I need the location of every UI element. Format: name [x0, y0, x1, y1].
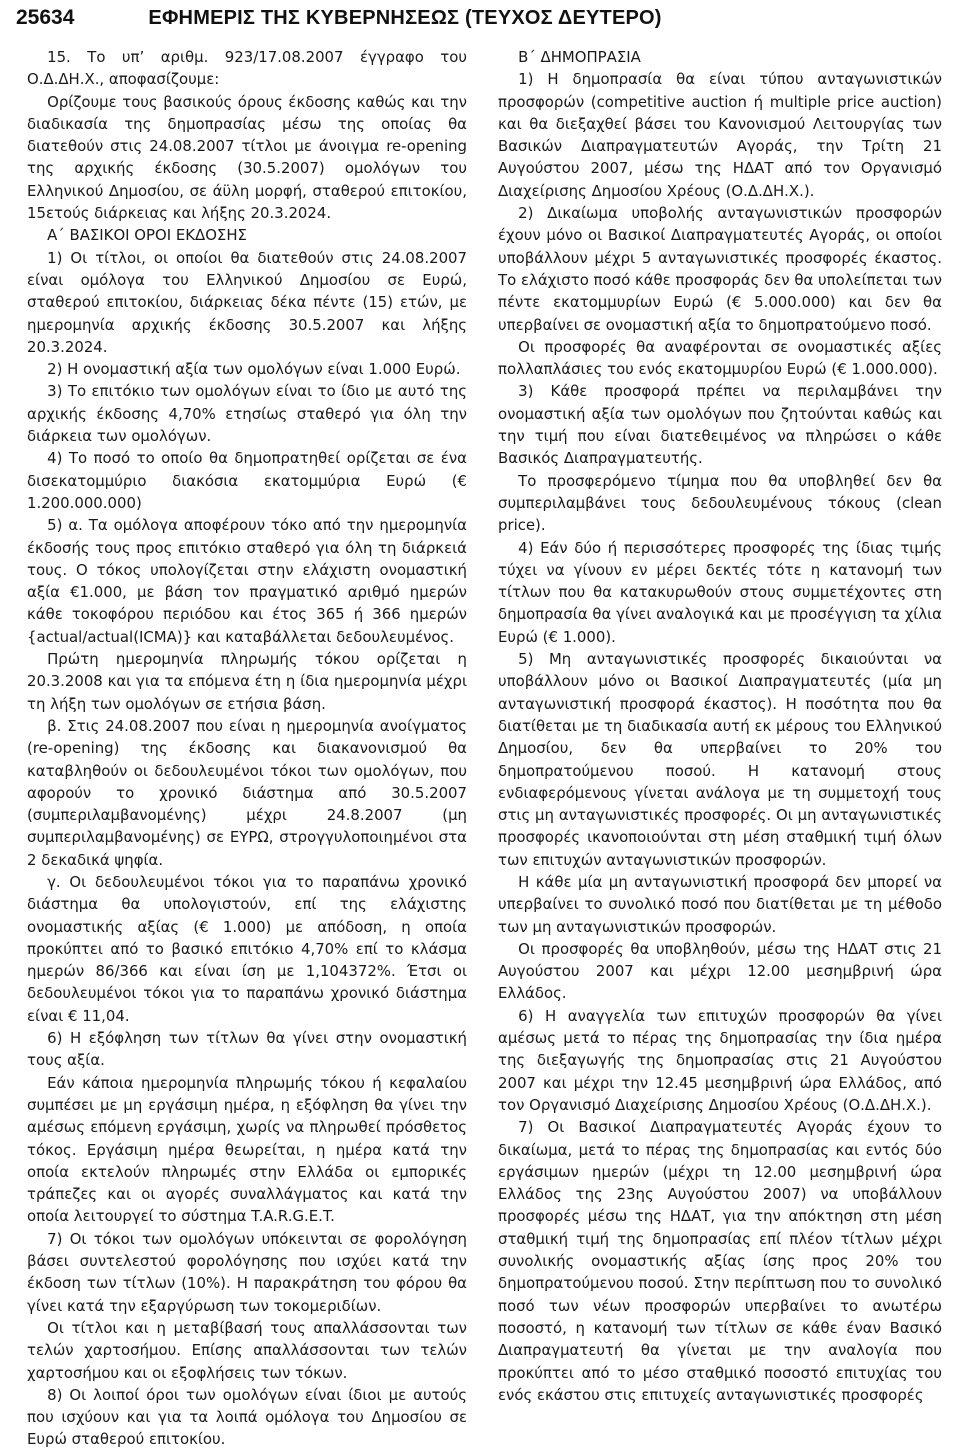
paragraph-auction-6: 6) Η αναγγελία των επιτυχών προσφορών θα γίνει αμέσως μετά το πέρας της δημοπρασίας την ίδια ημέρα της διεξαγωγής της δημοπρασίας στις 21 Αυγούστου 2007 και μέχρι την 12.45 μεσημβρινή ώρα Ελλάδος, από τον Οργανισμό Διαχείρισης Δημοσίου Χρέους (Ο.Δ.ΔΗ.Χ.). — [498, 1006, 942, 1114]
paragraph-term-2: 2) Η ονομαστική αξία των ομολόγων είναι 1.000 Ευρώ. — [47, 360, 461, 379]
paragraph-stamp-duty: Οι τίτλοι και η μεταβίβασή τους απαλλάσσονται των τελών χαρτοσήμου. Επίσης απαλλάσσονται των τελών χαρτοσήμου και οι εξοφλήσεις των τόκων. — [27, 1318, 467, 1382]
paragraph-clean-price: Το προσφερόμενο τίμημα που θα υποβληθεί δεν θα συμπεριλαμβάνει τους δεδουλευμένους τόκους (clean price). — [498, 471, 942, 535]
paragraph-term-7: 7) Οι τόκοι των ομολόγων υπόκεινται σε φορολόγηση βάσει συντελεστού φορολόγησης που ισχύει κατά την έκδοση των τίτλων (10%). Η παρακράτηση του φόρου θα γίνει κατά την εξαργύρωση των τοκομεριδίων. — [27, 1229, 467, 1315]
section-heading-auction: Β΄ ΔΗΜΟΠΡΑΣΙΑ — [518, 48, 641, 66]
paragraph-term-1: 1) Οι τίτλοι, οι οποίοι θα διατεθούν στις 24.08.2007 είναι ομόλογα του Ελληνικού Δημοσίου σε Ευρώ, σταθερού επιτοκίου, διάρκειας δέκα πέντε (15) ετών, με ημερομηνία αρχικής έκδοσης 30.5.2007 και λήξης 20.3.2024. — [27, 248, 467, 356]
paragraph-term-5a: 5) α. Τα ομόλογα αποφέρουν τόκο από την ημερομηνία έκδοσής τους προς επιτόκιο σταθερό για όλη τη διάρκειά τους. Ο τόκος υπολογίζεται στην ελάχιστη ονομαστική αξία €1.000, με βάση τον πραγματικό αριθμό ημερών κάθε τοκοφόρου περιόδου και έτος 365 ή 366 ημερών {actual/actual(ICMA)} και καταβάλλεται δεδουλευμένος. — [27, 516, 467, 646]
paragraph-non-competitive-limit: Η κάθε μία μη ανταγωνιστική προσφορά δεν μπορεί να υπερβαίνει το συνολικό ποσό που διατίθεται με τη μέθοδο των μη ανταγωνιστικών προσφορών. — [498, 872, 942, 936]
paragraph-auction-1: 1) Η δημοπρασία θα είναι τύπου ανταγωνιστικών προσφορών (competitive auction ή multiple price auction) και θα διεξαχθεί βάσει του Κανονισμού Λειτουργίας των Βασικών Διαπραγματευτών Αγοράς, την Τρίτη 21 Αυγούστου 2007, μέσω της ΗΔΑΤ από τον Οργανισμό Διαχείρισης Δημοσίου Χρέους (Ο.Δ.ΔΗ.Χ.). — [498, 70, 942, 200]
page-header — [16, 6, 944, 34]
page-number: 25634 — [16, 6, 75, 29]
paragraph-first-payment: Πρώτη ημερομηνία πληρωμής τόκου ορίζεται η 20.3.2008 και για τα επόμενα έτη η ίδια ημερομηνία μέχρι τη λήξη των ομολόγων σε ετήσια βάση. — [27, 650, 467, 713]
paragraph-auction-4: 4) Εάν δύο ή περισσότερες προσφορές της ίδιας τιμής τύχει να γίνουν εν μέρει δεκτές τότε η κατανομή των τίτλων που θα κατακυρωθούν στους συμμετέχοντες στη δημοπρασία θα γίνει αναλογικά και με προσέγγιση τα χίλια Ευρώ (€ 1.000). — [498, 538, 942, 646]
right-column — [498, 46, 942, 1406]
paragraph-auction-7: 7) Οι Βασικοί Διαπραγματευτές Αγοράς έχουν το δικαίωμα, μετά το πέρας της δημοπρασίας και εντός δύο εργάσιμων ημερών (μέχρι τη 12.00 μεσημβρινή ώρα Ελλάδος της 23ης Αυγούστου 2007) να υποβάλλουν προσφορές μέσω της ΗΔΑΤ, για την απόκτηση στη μέση σταθμική τιμή της δημοπρασίας επί πλέον τίτλων μέχρι συνολικής ονομαστικής αξίας ίσης προς 20% του δημοπρατούμενου ποσού. Στην περίπτωση που το συνολικό ποσό των νέων προσφορών υπερβαίνει το ανωτέρω ποσοστό, η κατανομή των τίτλων σε κάθε έναν Βασικό Διαπραγματευτή θα γίνεται με την αναλογία που προκύπτει από το μέσο σταθμικό ποσοστό επιτυχίας του ενός εκάστου στις επιτυχείς ανταγωνιστικές προσφορές — [498, 1118, 942, 1404]
paragraph-auction-5: 5) Μη ανταγωνιστικές προσφορές δικαιούνται να υποβάλλουν μόνο οι Βασικοί Διαπραγματευτές (μία μη ανταγωνιστική προσφορά έκαστος). Η ποσότητα που θα διατίθεται με τη διαδικασία αυτή εκ μέρους του Ελληνικού Δημοσίου, δεν θα υπερβαίνει το 20% του δημοπρατούμενου ποσού. Η κατανομή στους ενδιαφερόμενους γίνεται ανάλογα με τη συμμετοχή τους στις μη ανταγωνιστικές προσφορές. Οι μη ανταγωνιστικές προσφορές ικανοποιούνται στη μέση σταθμική τιμή όλων των επιτυχών ανταγωνιστικών προσφορών. — [498, 650, 942, 869]
left-column — [27, 46, 467, 1451]
paragraph-term-3: 3) Το επιτόκιο των ομολόγων είναι το ίδιο με αυτό της αρχικής έκδοσης 4,70% ετησίως σταθερό για όλη την διάρκεια των ομολόγων. — [27, 382, 467, 446]
section-heading-basic-terms: Α΄ ΒΑΣΙΚΟΙ ΟΡΟΙ ΕΚΔΟΣΗΣ — [47, 226, 247, 245]
paragraph-term-8: 8) Οι λοιποί όροι των ομολόγων είναι ίδιοι με αυτούς που ισχύουν και για τα λοιπά ομόλογα του Δημοσίου σε Ευρώ σταθερού επιτοκίου. — [27, 1385, 467, 1449]
paragraph-reference: 15. Το υπ’ αριθμ. 923/17.08.2007 έγγραφο του Ο.Δ.ΔΗ.Χ., αποφασίζουμε: — [27, 48, 467, 89]
paragraph-decision: Ορίζουμε τους βασικούς όρους έκδοσης καθώς και την διαδικασία της δημοπρασίας μέσω της οποίας θα διατεθούν στις 24.08.2007 τίτλοι με άνοιγμα re-opening της αρχικής έκδοσης (30.5.2007) ομολόγων του Ελληνικού Δημοσίου, σε άϋλη μορφή, σταθερού επιτοκίου, 15ετούς διάρκειας και λήξης 20.3.2024. — [27, 92, 467, 223]
paragraph-auction-2: 2) Δικαίωμα υποβολής ανταγωνιστικών προσφορών έχουν μόνο οι Βασικοί Διαπραγματευτές Αγοράς, οι οποίοι υποβάλλουν μέχρι 5 ανταγωνιστικές προσφορές έκαστος. Το ελάχιστο ποσό κάθε προσφοράς δεν θα υπολείπεται των πέντε εκατομμυρίων Ευρώ (€ 5.000.000) και δεν θα υπερβαίνει σε ονομαστική αξία το δημοπρατούμενο ποσό. — [498, 204, 942, 334]
paragraph-term-5c: γ. Οι δεδουλευμένοι τόκοι για το παραπάνω χρονικό διάστημα θα υπολογιστούν, επί της ελάχιστης ονομαστικής αξίας (€ 1.000) με απόδοση, η οποία προκύπτει από το βασικό επιτόκιο 4,70% επί το κλάσμα ημερών 86/366 και είναι ίση με 1,104372%. Έτσι οι δεδουλευμένοι τόκοι για το παραπάνω χρονικό διάστημα είναι € 11,04. — [27, 872, 467, 1025]
paragraph-submission-time: Οι προσφορές θα υποβληθούν, μέσω της ΗΔΑΤ στις 21 Αυγούστου 2007 και μέχρι 12.00 μεσημβρινή ώρα Ελλάδος. — [498, 939, 942, 1003]
paragraph-business-day: Εάν κάποια ημερομηνία πληρωμής τόκου ή κεφαλαίου συμπέσει με μη εργάσιμη ημέρα, η εξόφληση θα γίνει την αμέσως επόμενη εργάσιμη, χωρίς να πληρωθεί πρόσθετος τόκος. Εργάσιμη ημέρα θεωρείται, η ημέρα κατά την οποία εκτελούν πληρωμές στην Ελλάδα οι εμπορικές τράπεζες και οι αγορές συναλλάγματος και κατά την οποία λειτουργεί το σύστημα T.A.R.G.E.T. — [27, 1073, 467, 1226]
paragraph-nominal-multiples: Οι προσφορές θα αναφέρονται σε ονομαστικές αξίες πολλαπλάσιες του ενός εκατομμυρίου Ευρώ (€ 1.000.000). — [498, 337, 942, 379]
paragraph-term-4: 4) Το ποσό το οποίο θα δημοπρατηθεί ορίζεται σε ένα δισεκατομμύριο διακόσια εκατομμύρια Ευρώ (€ 1.200.000.000) — [27, 449, 467, 512]
paragraph-term-6: 6) Η εξόφληση των τίτλων θα γίνει στην ονομαστική τους αξία. — [27, 1029, 467, 1070]
journal-title: ΕΦΗΜΕΡΙΣ ΤΗΣ ΚΥΒΕΡΝΗΣΕΩΣ (ΤΕΥΧΟΣ ΔΕΥΤΕΡΟ) — [148, 7, 662, 29]
paragraph-term-5b: β. Στις 24.08.2007 που είναι η ημερομηνία ανοίγματος (re-opening) της έκδοσης και διακανονισμού θα καταβληθούν οι δεδουλευμένοι τόκοι των ομολόγων, που αφορούν το χρονικό διάστημα από 30.5.2007 (συμπεριλαμβανομένης) μέχρι 24.8.2007 (μη συμπεριλαμβανομένης) σε ΕΥΡΩ, στρογγυλοποιημένοι στα 2 δεκαδικά ψηφία. — [27, 716, 467, 869]
paragraph-auction-3: 3) Κάθε προσφορά πρέπει να περιλαμβάνει την ονομαστική αξία των ομολόγων που ζητούνται καθώς και την τιμή που είναι διατεθειμένος να πληρώσει ο κάθε Βασικός Διαπραγματευτής. — [498, 382, 942, 468]
